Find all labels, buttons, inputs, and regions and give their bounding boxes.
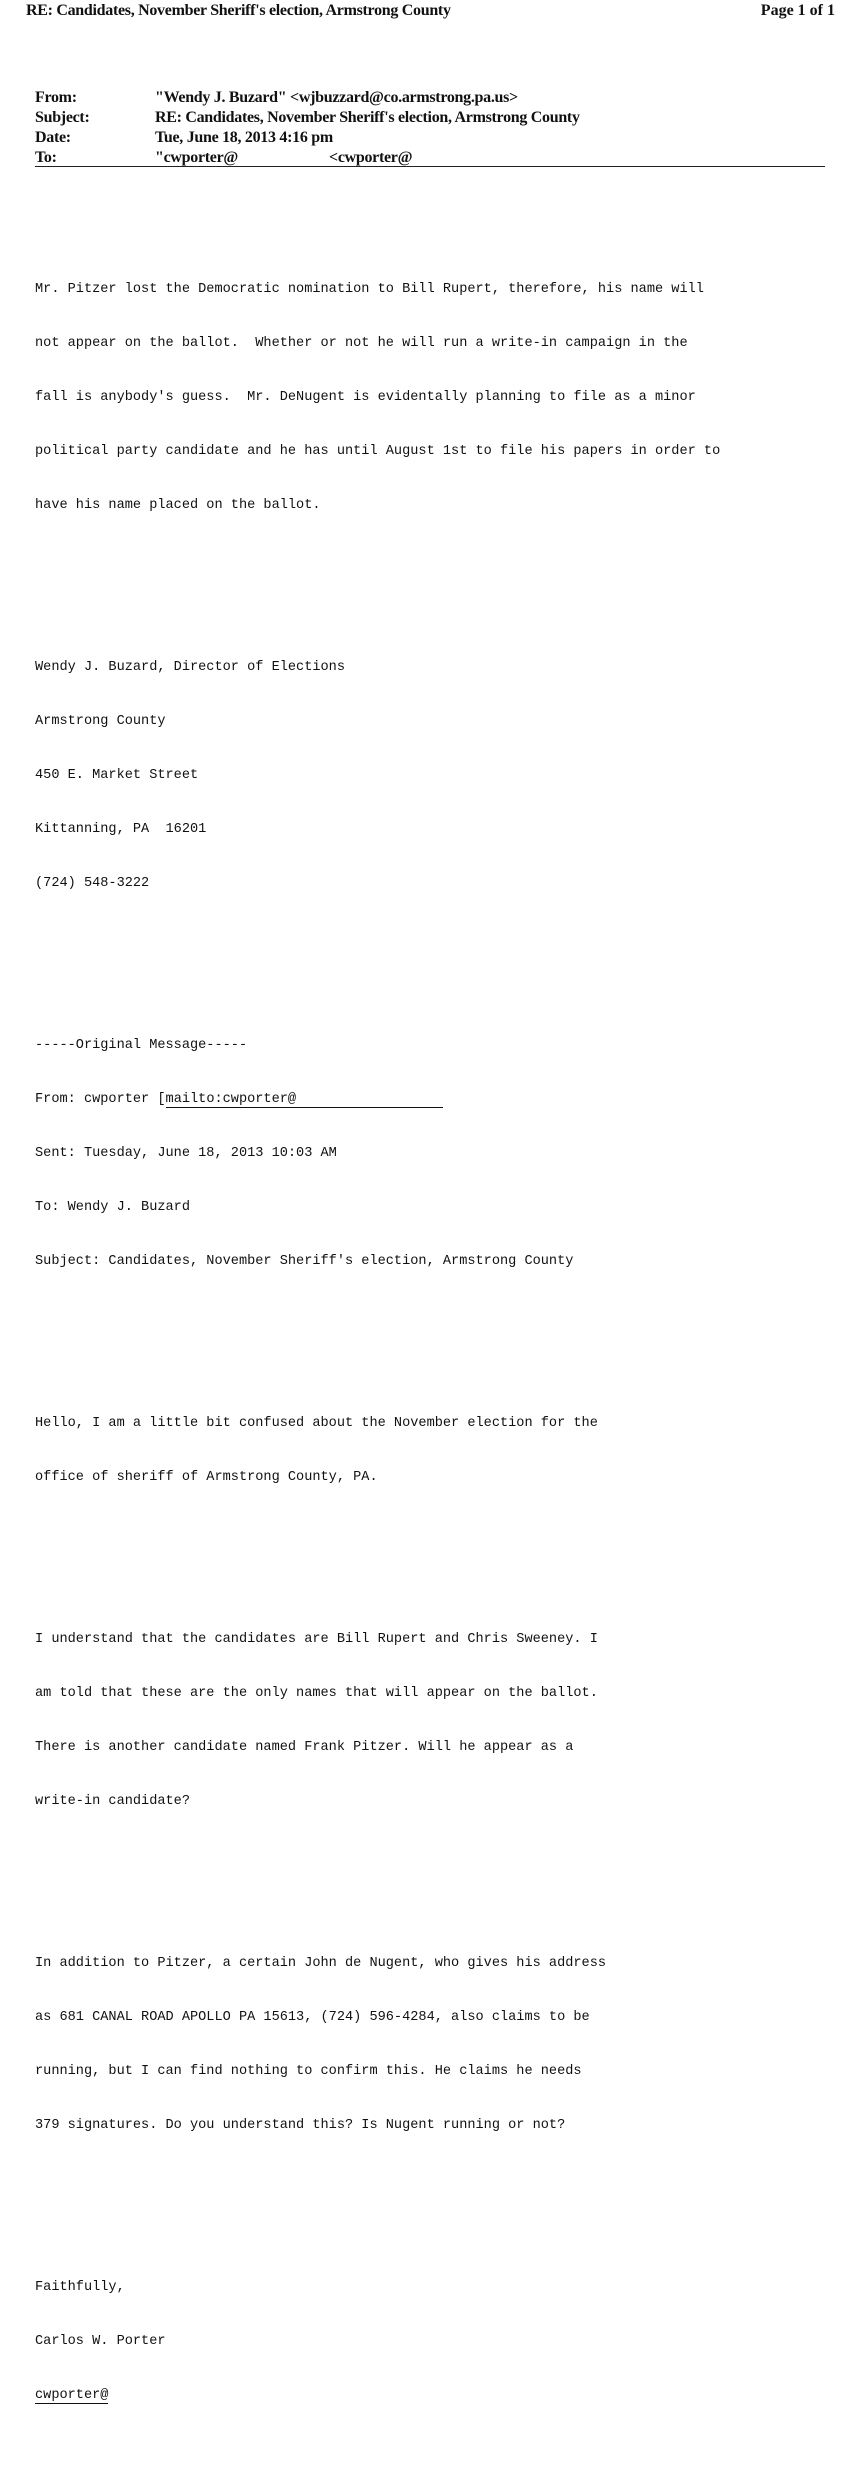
- reply-line: have his name placed on the ballot.: [35, 498, 321, 513]
- sender-email-line: [35, 2387, 835, 2405]
- from-value: "Wendy J. Buzard" <wjbuzzard@co.armstrong.pa.us>: [155, 89, 518, 106]
- original-sent: Sent: Tuesday, June 18, 2013 10:03 AM: [35, 1146, 337, 1161]
- message-paragraph-1: [35, 1379, 835, 1523]
- reply-paragraph: [35, 245, 835, 551]
- from-row: [35, 88, 825, 108]
- subject-value: RE: Candidates, November Sheriff's election, Armstrong County: [155, 109, 580, 126]
- message-line: am told that these are the only names that will appear on the ballot.: [35, 1686, 598, 1701]
- message-line: as 681 CANAL ROAD APOLLO PA 15613, (724) 596-4284, also claims to be: [35, 2010, 590, 2025]
- subject-label: Subject:: [35, 109, 90, 126]
- to-label: To:: [35, 149, 57, 166]
- to-row: [35, 148, 825, 168]
- reply-line: political party candidate and he has until August 1st to file his papers in order to: [35, 444, 721, 459]
- original-subject: Subject: Candidates, November Sheriff's election, Armstrong County: [35, 1254, 574, 1269]
- mailto-link-underline: [296, 1092, 443, 1108]
- original-to: To: Wendy J. Buzard: [35, 1200, 190, 1215]
- to-address: <cwporter@: [329, 149, 413, 166]
- header-divider: [35, 166, 825, 167]
- mailto-link[interactable]: mailto:cwporter@: [165, 1092, 297, 1107]
- message-line: running, but I can find nothing to confirm this. He claims he needs: [35, 2064, 582, 2079]
- signature-line: Wendy J. Buzard, Director of Elections: [35, 660, 345, 675]
- date-label: Date:: [35, 129, 71, 146]
- subject-row: [35, 108, 825, 128]
- signature-block: [35, 623, 835, 929]
- closing-line: Faithfully,: [35, 2280, 125, 2295]
- reply-line: fall is anybody's guess. Mr. DeNugent is evidentally planning to file as a minor: [35, 390, 696, 405]
- reply-line: not appear on the ballot. Whether or not he will run a write-in campaign in the: [35, 336, 688, 351]
- date-value: Tue, June 18, 2013 4:16 pm: [155, 129, 333, 146]
- page-indicator: Page 1 of 1: [760, 2, 835, 19]
- to-name: "cwporter@: [155, 149, 238, 166]
- signature-line: (724) 548-3222: [35, 876, 150, 891]
- closing-block: [35, 2243, 835, 2441]
- message-line: Hello, I am a little bit confused about the November election for the: [35, 1416, 598, 1431]
- date-row: [35, 128, 825, 148]
- signature-line: Kittanning, PA 16201: [35, 822, 207, 837]
- message-line: 379 signatures. Do you understand this? Is Nugent running or not?: [35, 2118, 566, 2133]
- original-from: [35, 1091, 835, 1109]
- email-header: [35, 88, 825, 168]
- page-header: [0, 0, 853, 28]
- signature-line: Armstrong County: [35, 714, 166, 729]
- reply-line: Mr. Pitzer lost the Democratic nomination to Bill Rupert, therefore, his name will: [35, 282, 704, 297]
- signature-line: 450 E. Market Street: [35, 768, 199, 783]
- from-label: From:: [35, 89, 77, 106]
- message-line: In addition to Pitzer, a certain John de Nugent, who gives his address: [35, 1956, 607, 1971]
- email-body: [35, 209, 835, 2477]
- message-line: write-in candidate?: [35, 1794, 190, 1809]
- message-paragraph-2: [35, 1595, 835, 1847]
- original-separator: -----Original Message-----: [35, 1038, 248, 1053]
- original-from-prefix: From: cwporter [: [35, 1092, 166, 1107]
- sender-email-link[interactable]: cwporter@: [35, 2388, 109, 2403]
- message-line: I understand that the candidates are Bill Rupert and Chris Sweeney. I: [35, 1632, 598, 1647]
- page-title: RE: Candidates, November Sheriff's election, Armstrong County: [26, 2, 451, 19]
- message-line: office of sheriff of Armstrong County, PA.: [35, 1470, 378, 1485]
- original-message-header: [35, 1001, 835, 1307]
- message-paragraph-3: [35, 1919, 835, 2171]
- message-line: There is another candidate named Frank Pitzer. Will he appear as a: [35, 1740, 574, 1755]
- sender-name: Carlos W. Porter: [35, 2334, 166, 2349]
